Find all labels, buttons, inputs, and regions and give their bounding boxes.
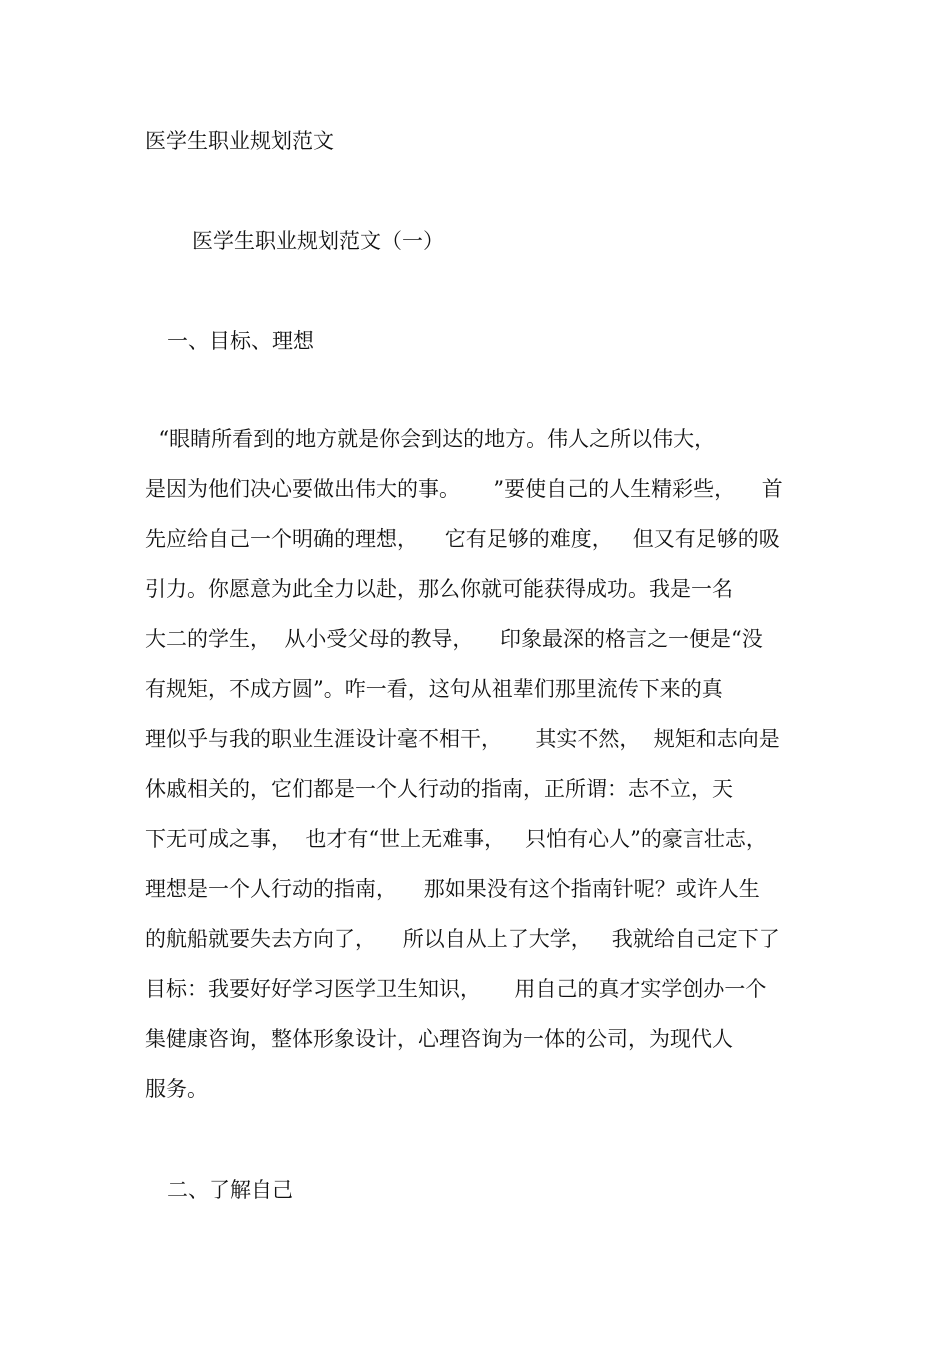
paragraph-line: 下无可成之事， 也才有“世上无难事， 只怕有心人”的豪言壮志，: [145, 827, 767, 851]
paragraph-line: “眼睛所看到的地方就是你会到达的地方。伟人之所以伟大，: [145, 427, 716, 451]
paragraph-line: 引力。你愿意为此全力以赴，那么你就可能获得成功。我是一名: [145, 577, 733, 601]
document-subtitle: 医学生职业规划范文（一）: [192, 229, 444, 253]
paragraph-line: 服务。: [145, 1077, 208, 1101]
paragraph-line: 先应给自己一个明确的理想， 它有足够的难度， 但又有足够的吸: [145, 527, 780, 551]
paragraph-line: 是因为他们决心要做出伟大的事。 ”要使自己的人生精彩些， 首: [145, 477, 783, 501]
paragraph-line: 理似乎与我的职业生涯设计毫不相干， 其实不然， 规矩和志向是: [145, 727, 780, 751]
paragraph-line: 的航船就要失去方向了， 所以自从上了大学， 我就给自己定下了: [145, 927, 780, 951]
paragraph-line: 目标：我要好好学习医学卫生知识， 用自己的真才实学创办一个: [145, 977, 767, 1001]
document-title: 医学生职业规划范文: [145, 129, 334, 153]
paragraph-line: 集健康咨询，整体形象设计，心理咨询为一体的公司，为现代人: [145, 1027, 733, 1051]
paragraph-line: 有规矩，不成方圆”。咋一看，这句从祖辈们那里流传下来的真: [145, 677, 723, 701]
paragraph-line: 休戚相关的，它们都是一个人行动的指南，正所谓：志不立，天: [145, 777, 733, 801]
section-heading-self-understanding: 二、了解自己: [167, 1178, 293, 1202]
section-heading-goals: 一、目标、理想: [167, 329, 314, 353]
paragraph-goals: [145, 424, 815, 1124]
paragraph-line: 大二的学生， 从小受父母的教导， 印象最深的格言之一便是“没: [145, 627, 763, 651]
paragraph-line: 理想是一个人行动的指南， 那如果没有这个指南针呢？或许人生: [145, 877, 760, 901]
